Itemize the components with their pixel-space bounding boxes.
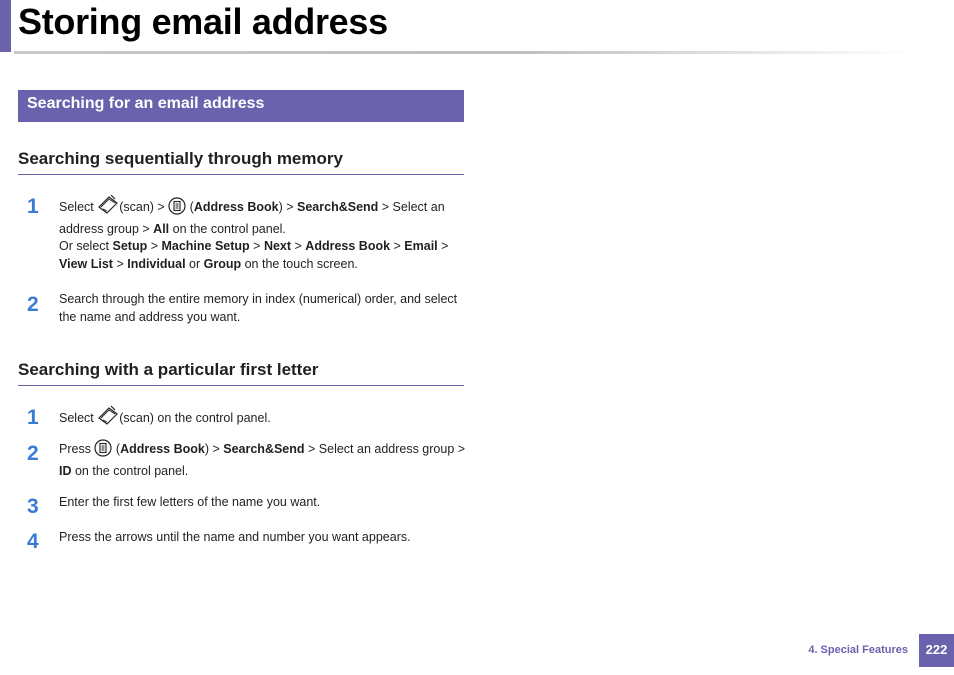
section-banner-title: Searching for an email address <box>27 95 265 112</box>
step-text: Press (Address Book) > Search&Send > Select an address group > ID on the control panel. <box>59 439 469 480</box>
subsection-heading-first-letter: Searching with a particular first letter <box>18 360 464 386</box>
step-number: 2 <box>27 293 39 316</box>
address-book-icon <box>168 197 186 220</box>
address-book-icon <box>94 439 112 462</box>
scan-icon <box>97 404 119 431</box>
step-number: 1 <box>27 406 39 429</box>
step-text: Select (scan) on the control panel. <box>59 404 469 431</box>
step-text: Select (scan) > (Address Book) > Search&Send > Select an address group > All on the control panel. <box>59 193 469 238</box>
step-number: 3 <box>27 495 39 518</box>
step-number: 2 <box>27 442 39 465</box>
subsection-heading-sequential: Searching sequentially through memory <box>18 149 464 175</box>
footer-section-label: 4. Special Features <box>808 644 908 656</box>
step-text: Search through the entire memory in index (numerical) order, and select the name and address you want. <box>59 292 458 324</box>
page-title: Storing email address <box>18 1 388 42</box>
step-text: Enter the first few letters of the name you want. <box>59 495 321 509</box>
step-text: Press the arrows until the name and number you want appears. <box>59 530 411 544</box>
step-number: 1 <box>27 195 39 218</box>
step-number: 4 <box>27 530 39 553</box>
title-divider <box>14 51 914 54</box>
page-number: 222 <box>919 634 954 667</box>
left-accent-bar <box>0 0 11 52</box>
step-text-alternative: Or select Setup > Machine Setup > Next > Address Book > Email > View List > Individual or Group on the touch screen. <box>59 239 449 271</box>
scan-icon <box>97 193 119 220</box>
section-banner <box>18 90 464 122</box>
